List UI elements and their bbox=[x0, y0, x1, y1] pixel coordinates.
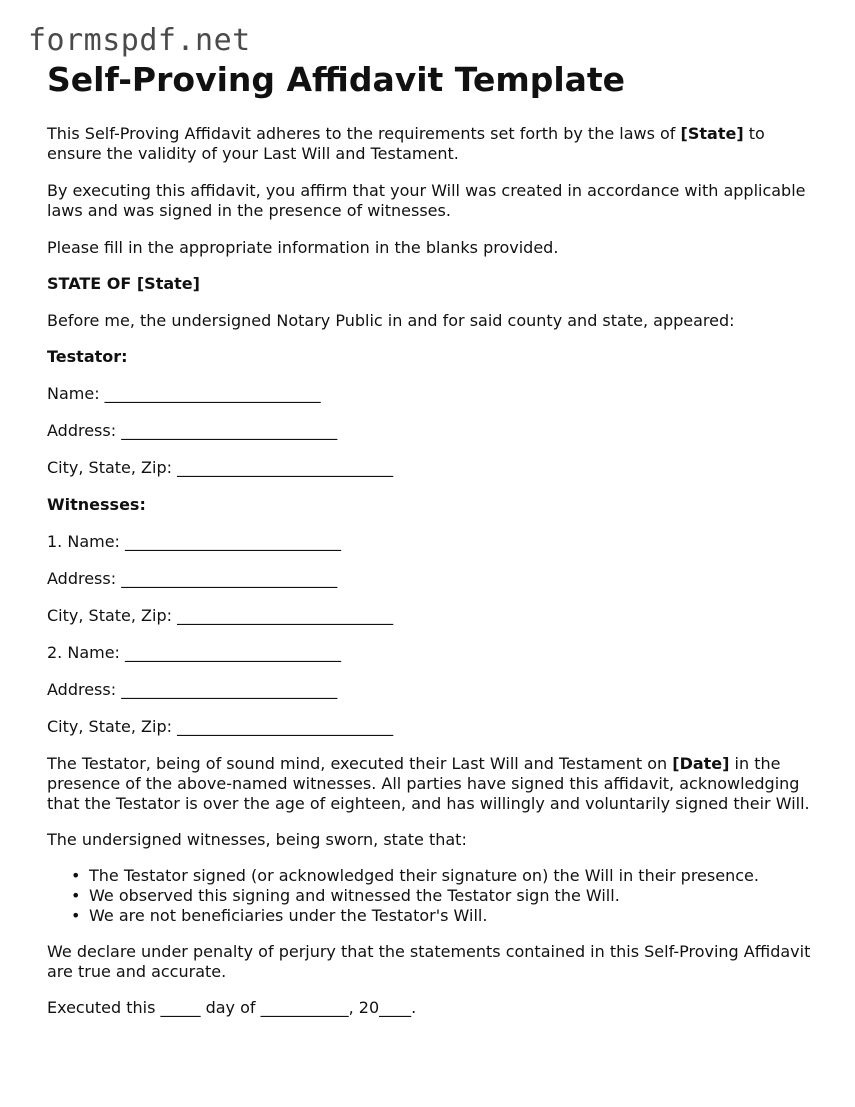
list-item: • The Testator signed (or acknowledged their signature on) the Will in their presence. bbox=[71, 866, 817, 886]
witnesses-heading-text: Witnesses: bbox=[47, 495, 146, 514]
list-item: • We observed this signing and witnessed the Testator sign the Will. bbox=[71, 886, 817, 906]
executed-line: Executed this _____ day of ___________, 20____. bbox=[47, 998, 417, 1017]
state-heading-text: STATE OF [State] bbox=[47, 274, 200, 293]
statement-text-a: The Testator, being of sound mind, executed their Last Will and Testament on bbox=[47, 754, 673, 773]
intro-paragraph-1 bbox=[47, 124, 817, 164]
before-me-text: Before me, the undersigned Notary Public in and for said county and state, appeared: bbox=[47, 311, 735, 330]
witness-2-city-field: City, State, Zip: ___________________________ bbox=[47, 717, 394, 736]
testator-address-field: Address: ___________________________ bbox=[47, 421, 338, 440]
testator-heading-text: Testator: bbox=[47, 347, 128, 366]
list-item: • We are not beneficiaries under the Testator's Will. bbox=[71, 906, 817, 926]
testator-name-field: Name: ___________________________ bbox=[47, 384, 321, 403]
watermark-logo: formspdf.net bbox=[28, 23, 251, 58]
intro-paragraph-2: By executing this affidavit, you affirm that your Will was created in accordance with applicable laws and was signed in the presence of witnesses. bbox=[47, 181, 806, 220]
witness-1-address-field: Address: ___________________________ bbox=[47, 569, 338, 588]
witness-1-city-field: City, State, Zip: ___________________________ bbox=[47, 606, 394, 625]
state-placeholder: [State] bbox=[680, 124, 744, 143]
witnesses-heading bbox=[47, 495, 817, 515]
witness-1-name-field: 1. Name: ___________________________ bbox=[47, 532, 342, 551]
declaration-text: We declare under penalty of perjury that the statements contained in this Self-Proving Affidavit are true and accurate. bbox=[47, 942, 811, 981]
witness-2-address-field: Address: ___________________________ bbox=[47, 680, 338, 699]
page-title: Self-Proving Affidavit Template bbox=[47, 60, 626, 99]
testator-heading bbox=[47, 347, 817, 367]
intro-paragraph-3: Please fill in the appropriate information in the blanks provided. bbox=[47, 238, 559, 257]
testator-statement bbox=[47, 754, 817, 814]
intro-text-b: to ensure the validity of your Last Will and Testament. bbox=[47, 124, 765, 163]
sworn-intro: The undersigned witnesses, being sworn, state that: bbox=[47, 830, 467, 849]
testator-city-field: City, State, Zip: ___________________________ bbox=[47, 458, 394, 477]
intro-text-a: This Self-Proving Affidavit adheres to the requirements set forth by the laws of bbox=[47, 124, 681, 143]
date-placeholder: [Date] bbox=[672, 754, 730, 773]
witness-2-name-field: 2. Name: ___________________________ bbox=[47, 643, 342, 662]
statement-text-b: in the presence of the above-named witnesses. All parties have signed this affidavit, acknowledging that the Testator is over the age of eighteen, and has willingly and voluntarily signed their Will. bbox=[47, 754, 810, 813]
state-heading bbox=[47, 274, 817, 294]
sworn-list bbox=[47, 866, 817, 926]
document-page bbox=[47, 60, 817, 1018]
